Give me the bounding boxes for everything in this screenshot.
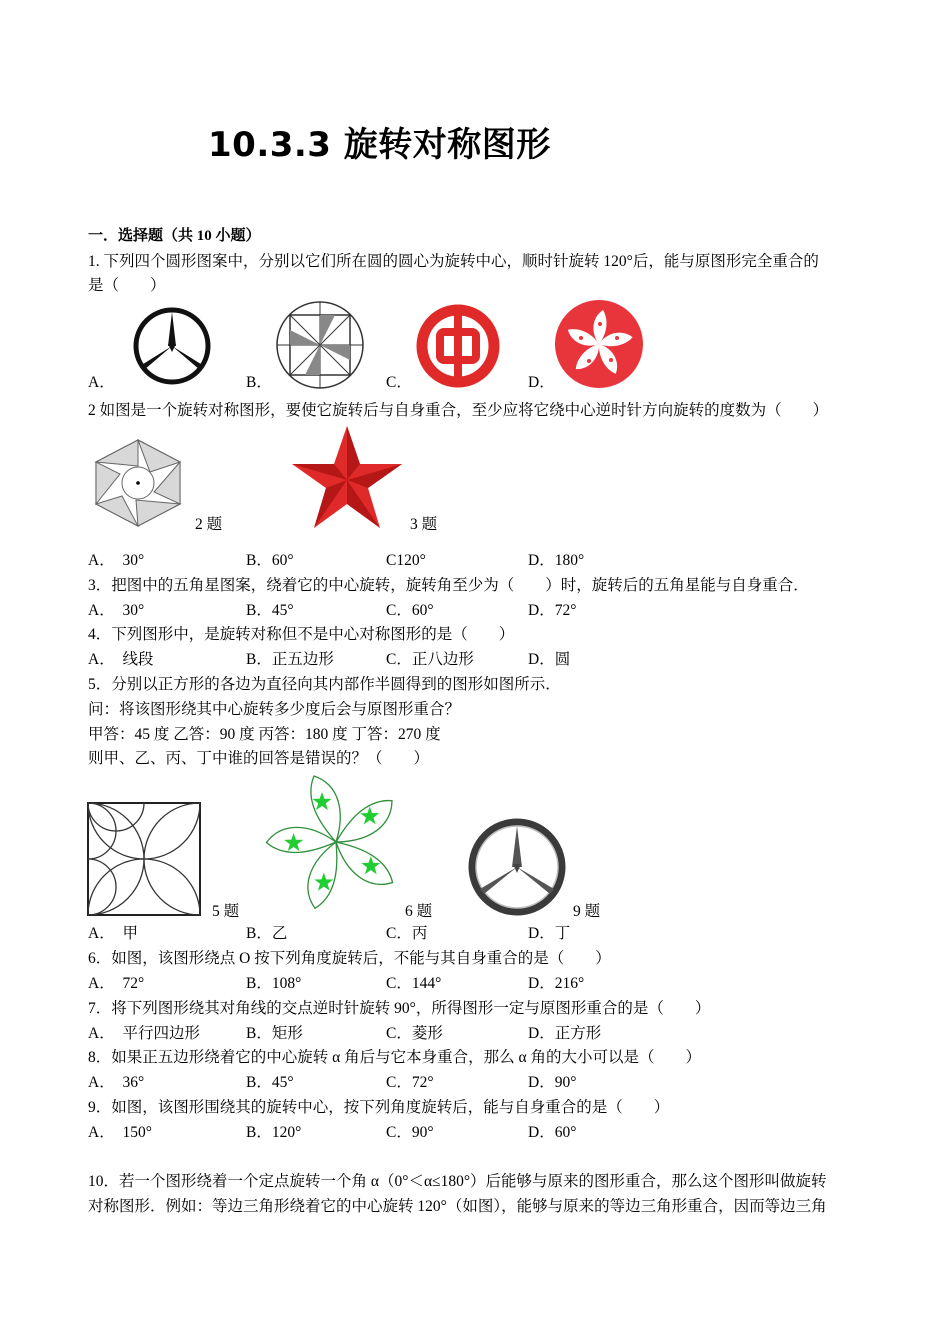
q4-option-a: A． 线段 [88,651,154,668]
q3-option-a: A． 30° [88,602,145,619]
q3-option-d: D．72° [528,602,577,619]
four-petal-square-icon [86,801,202,917]
q9-option-d: D．60° [528,1124,577,1141]
q4-option-d: D．圆 [528,651,571,668]
hexagon-pinwheel-icon [88,438,188,528]
q9-option-a: A． 150° [88,1124,152,1141]
q5-figure-label: 5 题 [212,903,240,920]
q3-option-b: B．45° [246,602,294,619]
page-title: 10.3.3 旋转对称图形 [208,125,551,165]
q1-option-b-label: B． [246,374,272,391]
q9-text: 9．如图，该图形围绕其的旋转中心，按下列角度旋转后，能与自身重合的是（ ） [88,1099,670,1116]
q5-text-line3: 甲答：45 度 乙答：90 度 丙答：180 度 丁答：270 度 [88,726,441,743]
q7-option-d: D．正方形 [528,1025,602,1042]
q2-option-d: D．180° [528,552,585,569]
five-leaf-star-flower-icon [256,770,406,918]
q1-text-line2: 是（ ） [88,277,166,294]
q8-option-d: D．90° [528,1074,577,1091]
q5-text-line1: 5．分别以正方形的各边为直径向其内部作半圆得到的图形如图所示． [88,676,561,693]
q6-option-a: A． 72° [88,975,145,992]
q2-text: 2 如图是一个旋转对称图形，要使它旋转后与自身重合，至少应将它绕中心逆时针方向旋转的度数为（ ） [88,402,829,419]
mercedes-emblem-metallic-icon [466,817,568,917]
q9-option-c: C．90° [386,1124,434,1141]
q8-text: 8．如果正五边形绕着它的中心旋转 α 角后与它本身重合，那么 α 角的大小可以是（ ） [88,1049,701,1066]
red-star-icon [290,424,404,532]
q3-figure-label: 3 题 [410,516,438,533]
q6-figure-label: 6 题 [405,903,433,920]
q10-text-line1: 10．若一个图形绕着一个定点旋转一个角 α（0°＜α≤180°）后能够与原来的图形重合，那么这个图形叫做旋转 [88,1173,827,1190]
q2-option-c: C120° [386,552,426,569]
q3-option-c: C．60° [386,602,434,619]
q8-option-b: B．45° [246,1074,294,1091]
q6-option-c: C．144° [386,975,442,992]
q7-option-c: C．菱形 [386,1025,443,1042]
mercedes-emblem-icon [132,304,212,388]
q6-text: 6．如图，该图形绕点 O 按下列角度旋转后，不能与其自身重合的是（ ） [88,950,611,967]
q3-text: 3．把图中的五角星图案，绕着它的中心旋转，旋转角至少为（ ）时，旋转后的五角星能与自身重合． [88,577,809,594]
q7-option-b: B．矩形 [246,1025,303,1042]
q5-option-b: B．乙 [246,925,288,942]
q1-option-d-label: D． [528,374,555,391]
q5-text-line2: 问：将该图形绕其中心旋转多少度后会与原图形重合？ [88,701,461,718]
q9-option-b: B．120° [246,1124,302,1141]
q5-option-d: D．丁 [528,925,571,942]
q10-text-line2: 对称图形．例如：等边三角形绕着它的中心旋转 120°（如图），能够与原来的等边三角形重合，因而等边三角 [88,1198,827,1215]
q5-text-line4: 则甲、乙、丙、丁中谁的回答是错误的？（ ） [88,750,430,767]
q4-option-b: B．正五边形 [246,651,334,668]
q8-option-c: C．72° [386,1074,434,1091]
pinwheel-square-icon [274,300,366,390]
bank-of-china-logo-icon [414,302,502,390]
q7-option-a: A． 平行四边形 [88,1025,200,1042]
q2-figure-label: 2 题 [195,516,223,533]
q1-option-c-label: C． [386,374,412,391]
q7-text: 7．将下列图形绕其对角线的交点逆时针旋转 90°，所得图形一定与原图形重合的是（ ） [88,1000,711,1017]
q1-text-line1: 1. 下列四个圆形图案中，分别以它们所在圆的圆心为旋转中心，顺时针旋转 120°后，能与原图形完全重合的 [88,253,819,270]
q5-option-c: C．丙 [386,925,428,942]
bauhinia-emblem-icon [553,298,645,390]
section-heading: 一．选择题（共 10 小题） [88,228,261,244]
q8-option-a: A． 36° [88,1074,145,1091]
q4-text: 4．下列图形中，是旋转对称但不是中心对称图形的是（ ） [88,626,515,643]
q1-option-a-label: A． [88,374,115,391]
q6-option-b: B．108° [246,975,302,992]
q6-option-d: D．216° [528,975,585,992]
q9-figure-label: 9 题 [573,903,601,920]
q2-option-b: B．60° [246,552,294,569]
q5-option-a: A． 甲 [88,925,138,942]
q2-option-a: A． 30° [88,552,145,569]
q4-option-c: C．正八边形 [386,651,474,668]
